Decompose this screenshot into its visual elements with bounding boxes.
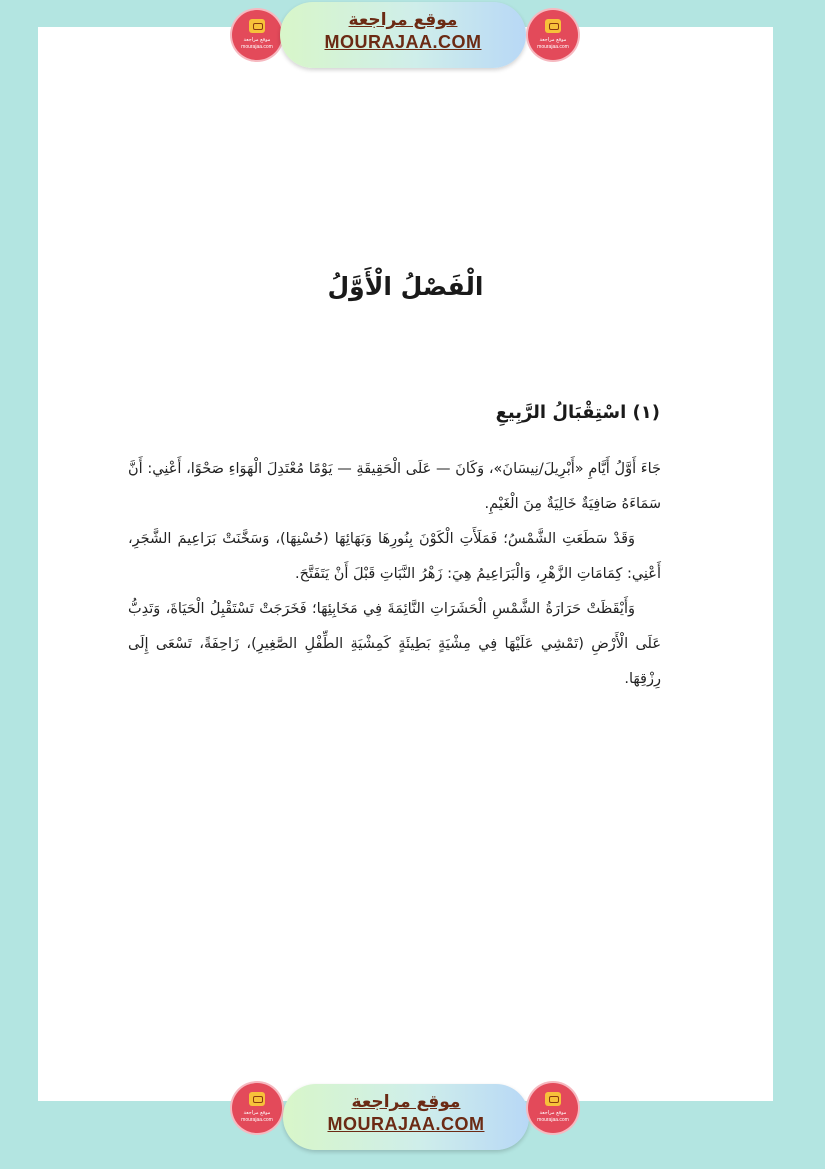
logo-text-ar: موقع مراجعة xyxy=(539,37,567,43)
banner-domain-link[interactable]: MOURAJAA.COM xyxy=(324,32,482,52)
logo-text-ar: موقع مراجعة xyxy=(243,37,271,43)
lesson-title: (١) اسْتِقْبَالُ الرَّبِيعِ xyxy=(495,402,660,423)
site-banner-bottom[interactable] xyxy=(283,1084,529,1150)
banner-title[interactable]: موقع مراجعة xyxy=(351,1092,461,1112)
paragraph: وَقَدْ سَطَعَتِ الشَّمْسُ؛ فَمَلَأَتِ الْكَوْنَ بِنُورِهَا وَبَهَائِهَا (حُسْنِهَا)، وَسَخَّنَتْ بَرَاعِيمَ الشَّجَرِ، أَعْنِي: كِمَامَاتِ الزَّهْرِ، وَالْبَرَاعِيمُ هِيَ: زَهْرُ النَّبَاتِ قَبْلَ أَنْ يَتَفَتَّحَ. xyxy=(128,531,661,582)
site-banner-top[interactable] xyxy=(280,2,526,68)
chapter-title: الْفَصْلُ الْأَوَّلُ xyxy=(327,272,484,301)
logo-text-en: mourajaa.com xyxy=(241,44,273,50)
logo-right-top[interactable] xyxy=(528,10,578,60)
logo-text-en: mourajaa.com xyxy=(537,1117,569,1123)
logo-badge-icon xyxy=(545,19,561,33)
logo-right-bottom[interactable] xyxy=(528,1083,578,1133)
lesson-body xyxy=(128,452,661,697)
logo-badge-icon xyxy=(249,1092,265,1106)
logo-text-en: mourajaa.com xyxy=(537,44,569,50)
paragraph: جَاءَ أَوَّلُ أَيَّامِ «أَبْرِيلَ/نِيسَانَ»، وَكَانَ — عَلَى الْحَقِيقَةِ — يَوْمًا مُعْتَدِلَ الْهَوَاءِ صَحْوًا، أَعْنِي: أَنَّ سَمَاءَهُ صَافِيَةٌ خَالِيَةٌ مِنَ الْغَيْمِ. xyxy=(128,461,661,512)
paragraph: وَأَيْقَظَتْ حَرَارَةُ الشَّمْسِ الْحَشَرَاتِ النَّائِمَةَ فِي مَخَابِئِهَا؛ فَخَرَجَتْ تَسْتَقْبِلُ الْحَيَاةَ، وَتَدِبُّ عَلَى الْأَرْضِ (تَمْشِي عَلَيْهَا فِي مِشْيَةٍ بَطِيئَةٍ كَمِشْيَةِ الطِّفْلِ الصَّغِيرِ)، زَاحِفَةً، تَسْعَى إِلَى رِزْقِهَا. xyxy=(128,601,661,687)
banner-domain-link[interactable]: MOURAJAA.COM xyxy=(327,1114,485,1134)
logo-badge-icon xyxy=(545,1092,561,1106)
logo-left-top[interactable] xyxy=(232,10,282,60)
banner-title[interactable]: موقع مراجعة xyxy=(348,10,458,30)
logo-badge-icon xyxy=(249,19,265,33)
logo-left-bottom[interactable] xyxy=(232,1083,282,1133)
logo-text-ar: موقع مراجعة xyxy=(243,1110,271,1116)
logo-text-en: mourajaa.com xyxy=(241,1117,273,1123)
logo-text-ar: موقع مراجعة xyxy=(539,1110,567,1116)
